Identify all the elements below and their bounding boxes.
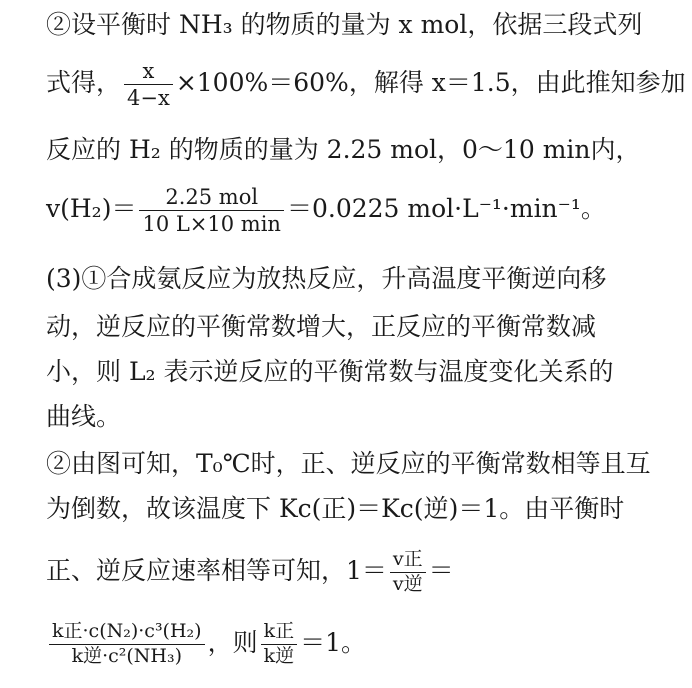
- fraction-rate-expression: [49, 622, 205, 667]
- line-1-text: ②设平衡时 NH₃ 的物质的量为 x mol，依据三段式列: [46, 10, 643, 39]
- fraction-denominator: k逆: [263, 644, 295, 667]
- text-line-7: [46, 355, 614, 389]
- text-line-4: [46, 186, 606, 235]
- fraction-denominator: v逆: [392, 572, 423, 595]
- line-2-prefix: 式得，: [46, 68, 122, 98]
- fraction-numerator: k正·c(N₂)·c³(H₂): [49, 622, 205, 645]
- fraction-denominator: k逆·c²(NH₃): [71, 644, 183, 667]
- line-3-text: 反应的 H₂ 的物质的量为 2.25 mol，0～10 min内，: [46, 135, 641, 164]
- line-8-text: 曲线。: [46, 402, 122, 431]
- line-11-suffix: ＝: [428, 555, 454, 585]
- line-9-text: ②由图可知，T₀℃时，正、逆反应的平衡常数相等且互: [46, 449, 651, 478]
- line-11-prefix: 正、逆反应速率相等可知，1＝: [46, 555, 387, 585]
- fraction-rate: [139, 186, 284, 235]
- text-line-12: [46, 622, 366, 667]
- text-line-1: [46, 8, 642, 42]
- text-line-8: [46, 400, 121, 434]
- fraction-numerator: v正: [390, 550, 426, 573]
- line-6-text: 动，逆反应的平衡常数增大，正反应的平衡常数减: [46, 312, 597, 341]
- fraction-denominator: 4−x: [127, 86, 170, 111]
- fraction-denominator: 10 L×10 min: [142, 212, 281, 237]
- fraction-rate-ratio: [390, 550, 426, 595]
- text-line-5: [46, 262, 606, 296]
- line-12-suffix: ＝1。: [300, 627, 367, 657]
- fraction-x-over-4-minus-x: [124, 60, 173, 109]
- line-12-middle: ，则: [207, 627, 258, 657]
- fraction-numerator: k正: [261, 622, 298, 645]
- line-4-prefix: v(H₂)＝: [46, 194, 137, 224]
- text-line-2: [46, 60, 686, 109]
- text-line-11: [46, 550, 454, 595]
- line-7-text: 小，则 L₂ 表示逆反应的平衡常数与温度变化关系的: [46, 357, 614, 386]
- line-2-suffix: ×100%＝60%，解得 x＝1.5，由此推知参加: [175, 68, 686, 98]
- line-4-suffix: ＝0.0225 mol·L⁻¹·min⁻¹。: [286, 194, 606, 224]
- text-line-6: [46, 310, 596, 344]
- fraction-numerator: 2.25 mol: [139, 186, 284, 211]
- fraction-numerator: x: [124, 60, 173, 85]
- text-line-3: [46, 133, 641, 167]
- fraction-k-ratio: [261, 622, 298, 667]
- text-line-10: [46, 492, 624, 526]
- line-10-text: 为倒数，故该温度下 Kc(正)＝Kc(逆)＝1。由平衡时: [46, 494, 625, 523]
- text-line-9: [46, 447, 651, 481]
- line-5-text: (3)①合成氨反应为放热反应，升高温度平衡逆向移: [46, 264, 607, 293]
